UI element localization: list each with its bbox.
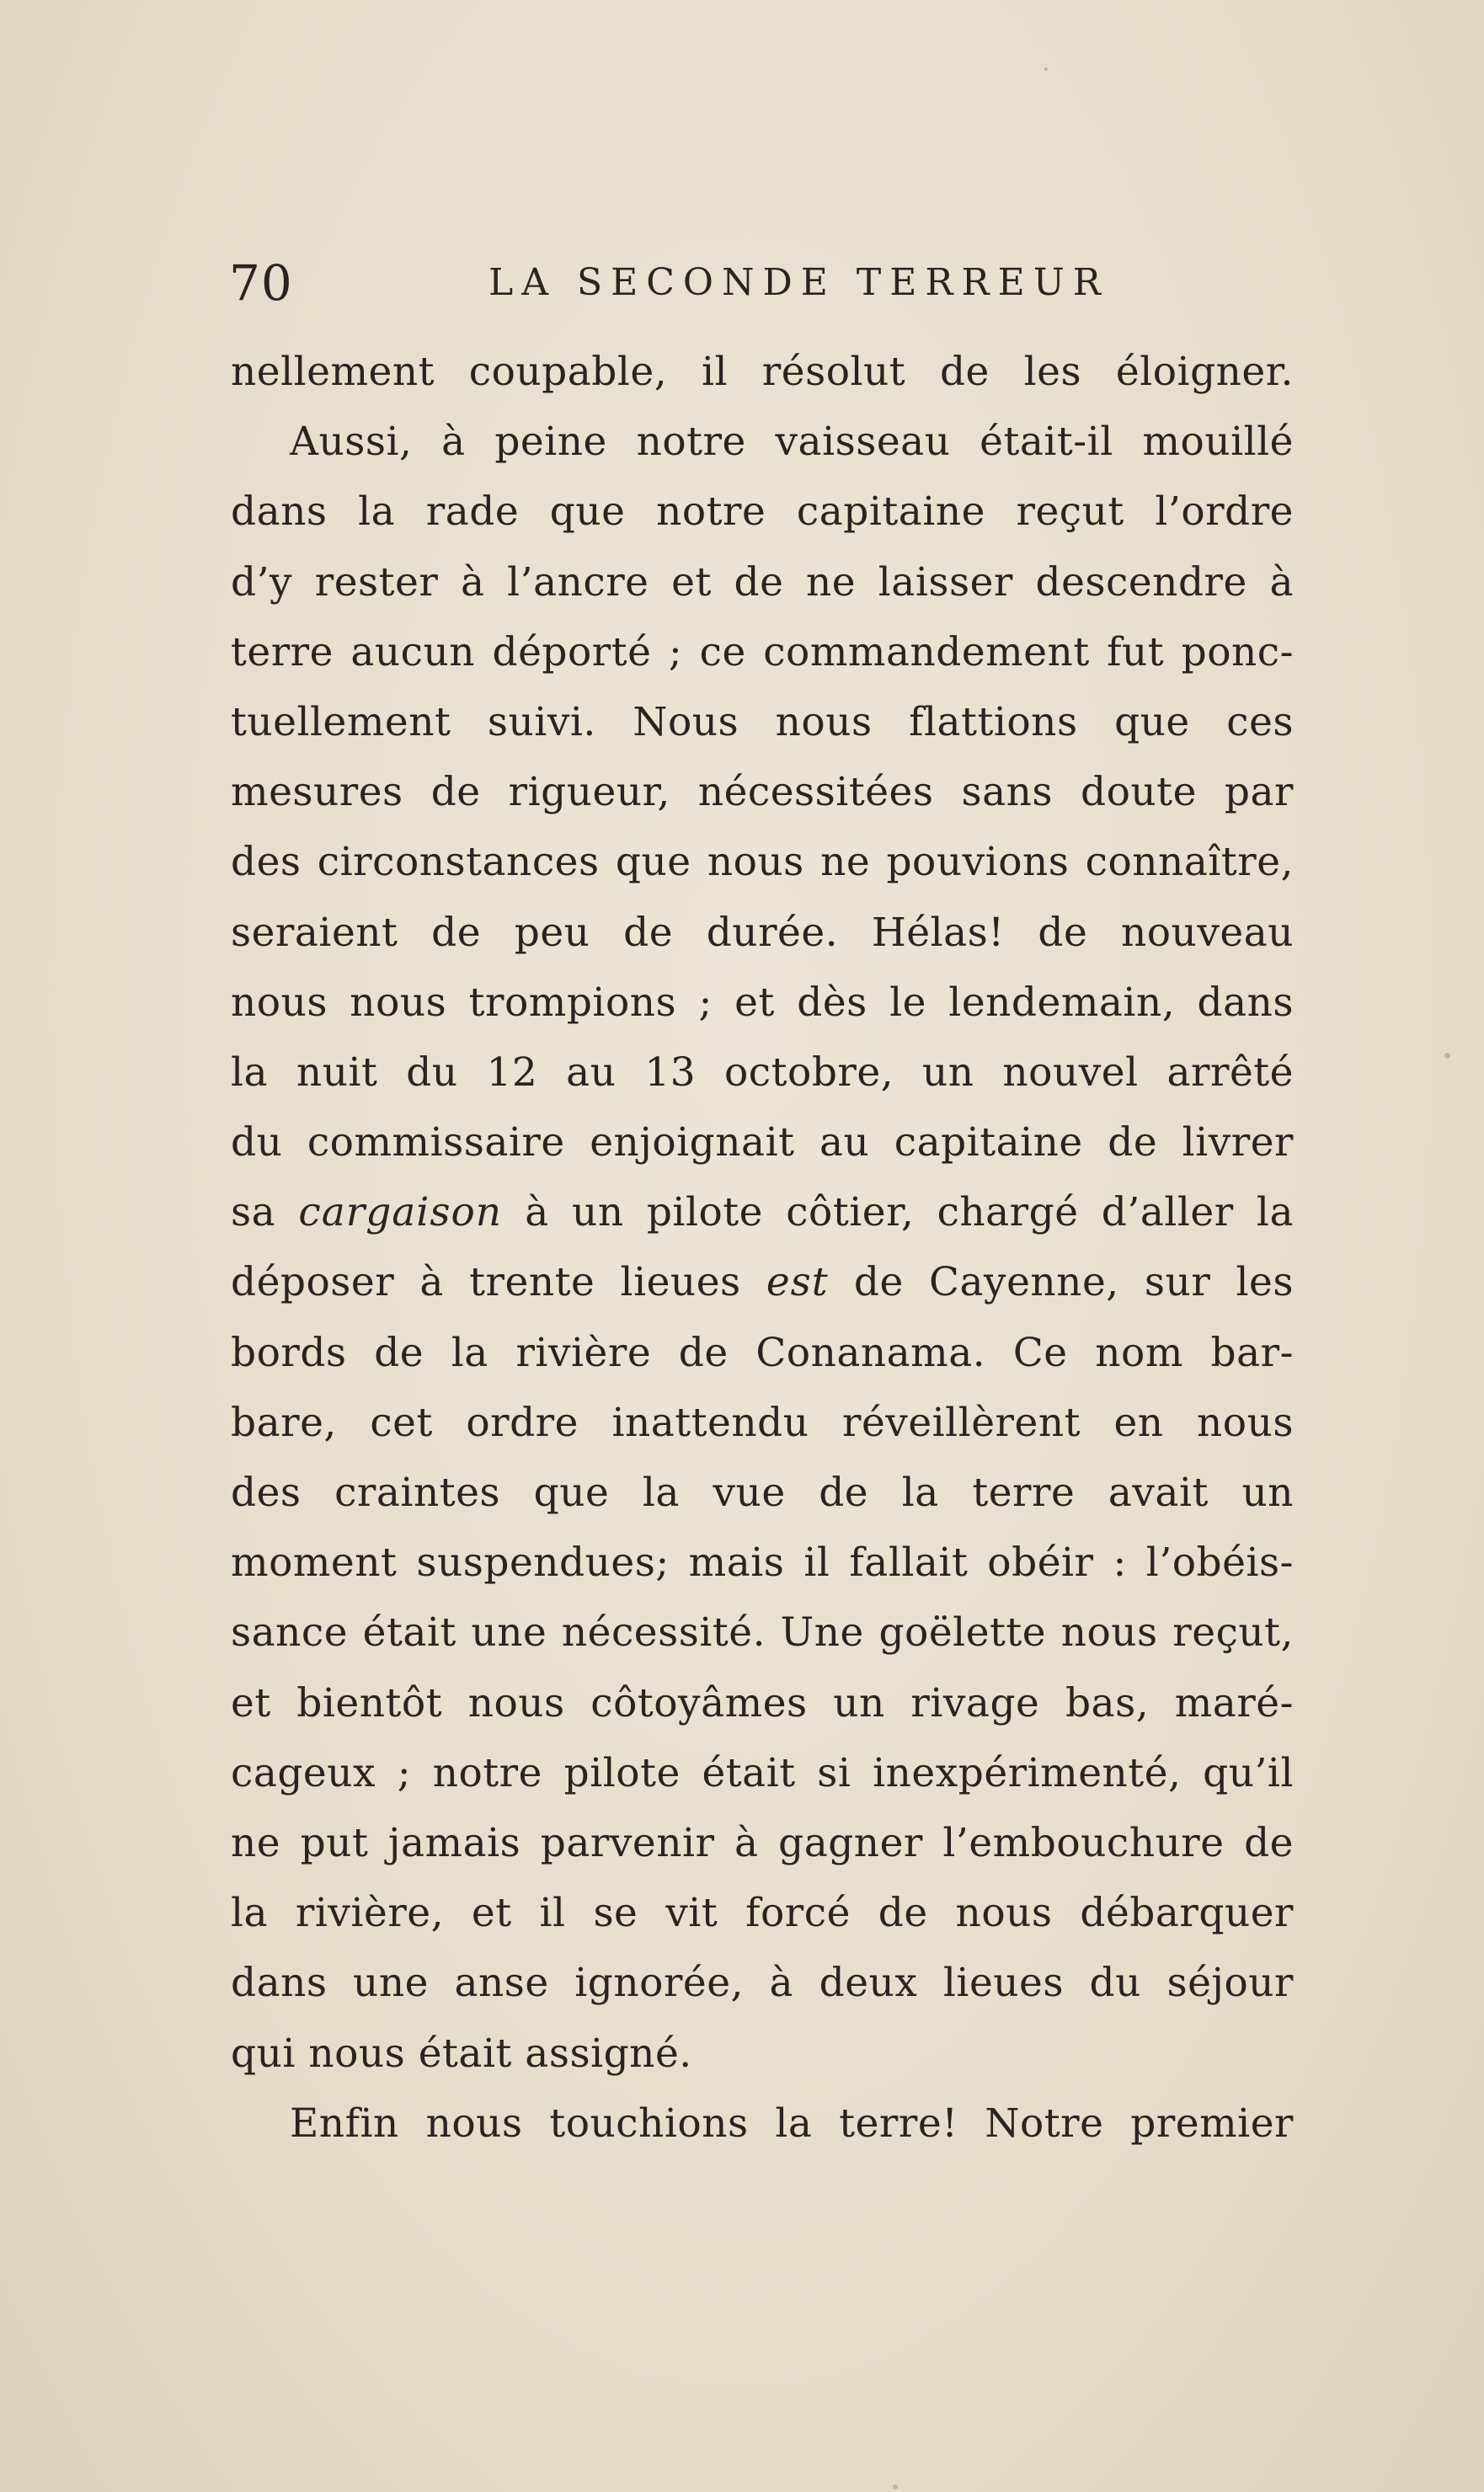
text-line: Aussi, à peine notre vaisseau était-il mouillé (290, 419, 1294, 466)
text-line: dans la rade que notre capitaine reçut l’ordre (231, 488, 1294, 536)
text-line: ne put jamais parvenir à gagner l’embouchure de (231, 1819, 1294, 1866)
text-line: Enfin nous touchions la terre! Notre premier (290, 2100, 1294, 2147)
text-segment: déposer à trente lieues (231, 1259, 766, 1306)
text-line: et bientôt nous côtoyâmes un rivage bas, maré- (231, 1679, 1294, 1726)
text-line: bare, cet ordre inattendu réveillèrent en nous (231, 1399, 1294, 1446)
text-line: terre aucun déporté ; ce commandement fut ponc- (231, 628, 1294, 675)
body-text (231, 337, 1294, 2158)
text-line: nellement coupable, il résolut de les éloigner. (231, 349, 1294, 395)
text-line: la rivière, et il se vit forcé de nous débarquer (231, 1890, 1294, 1937)
page-number: 70 (229, 254, 293, 312)
text-line: dans une anse ignorée, à deux lieues du séjour (231, 1960, 1294, 2007)
text-line: des circonstances que nous ne pouvions connaître, (231, 839, 1294, 886)
text-line: des craintes que la vue de la terre avait un (231, 1470, 1294, 1516)
text-line: seraient de peu de durée. Hélas! de nouveau (231, 909, 1294, 956)
text-line: mesures de rigueur, nécessitées sans doute par (231, 769, 1294, 816)
page-header (229, 249, 1290, 317)
text-line-with-italic (231, 1247, 1294, 1317)
text-segment: de Cayenne, sur les (828, 1259, 1294, 1306)
text-line: bords de la rivière de Conanama. Ce nom bar- (231, 1329, 1294, 1376)
text-segment: sa (231, 1189, 299, 1236)
text-line: nous nous trompions ; et dès le lendemain, dans (231, 979, 1294, 1026)
italic-word: est (766, 1259, 829, 1306)
text-line: cageux ; notre pilote était si inexpérimenté, qu’il (231, 1749, 1294, 1796)
text-line: d’y rester à l’ancre et de ne laisser descendre à (231, 558, 1294, 606)
running-title: LA SECONDE TERREUR (488, 261, 1109, 304)
text-line: tuellement suivi. Nous nous flattions que ces (231, 698, 1294, 745)
text-line: du commissaire enjoignait au capitaine de livrer (231, 1119, 1294, 1166)
paper-speck (1444, 1053, 1450, 1059)
paper-speck (1044, 67, 1048, 71)
text-line: sance était une nécessité. Une goëlette nous reçut, (231, 1609, 1294, 1657)
text-line: la nuit du 12 au 13 octobre, un nouvel arrêté (231, 1049, 1294, 1096)
text-line: moment suspendues; mais il fallait obéir : l’obéis- (231, 1539, 1294, 1587)
text-line-with-italic (231, 1177, 1294, 1247)
paper-speck (893, 2484, 898, 2489)
text-segment: à un pilote côtier, chargé d’aller la (502, 1189, 1294, 1236)
text-line: qui nous était assigné. (231, 2030, 692, 2077)
italic-word: cargaison (298, 1189, 503, 1236)
